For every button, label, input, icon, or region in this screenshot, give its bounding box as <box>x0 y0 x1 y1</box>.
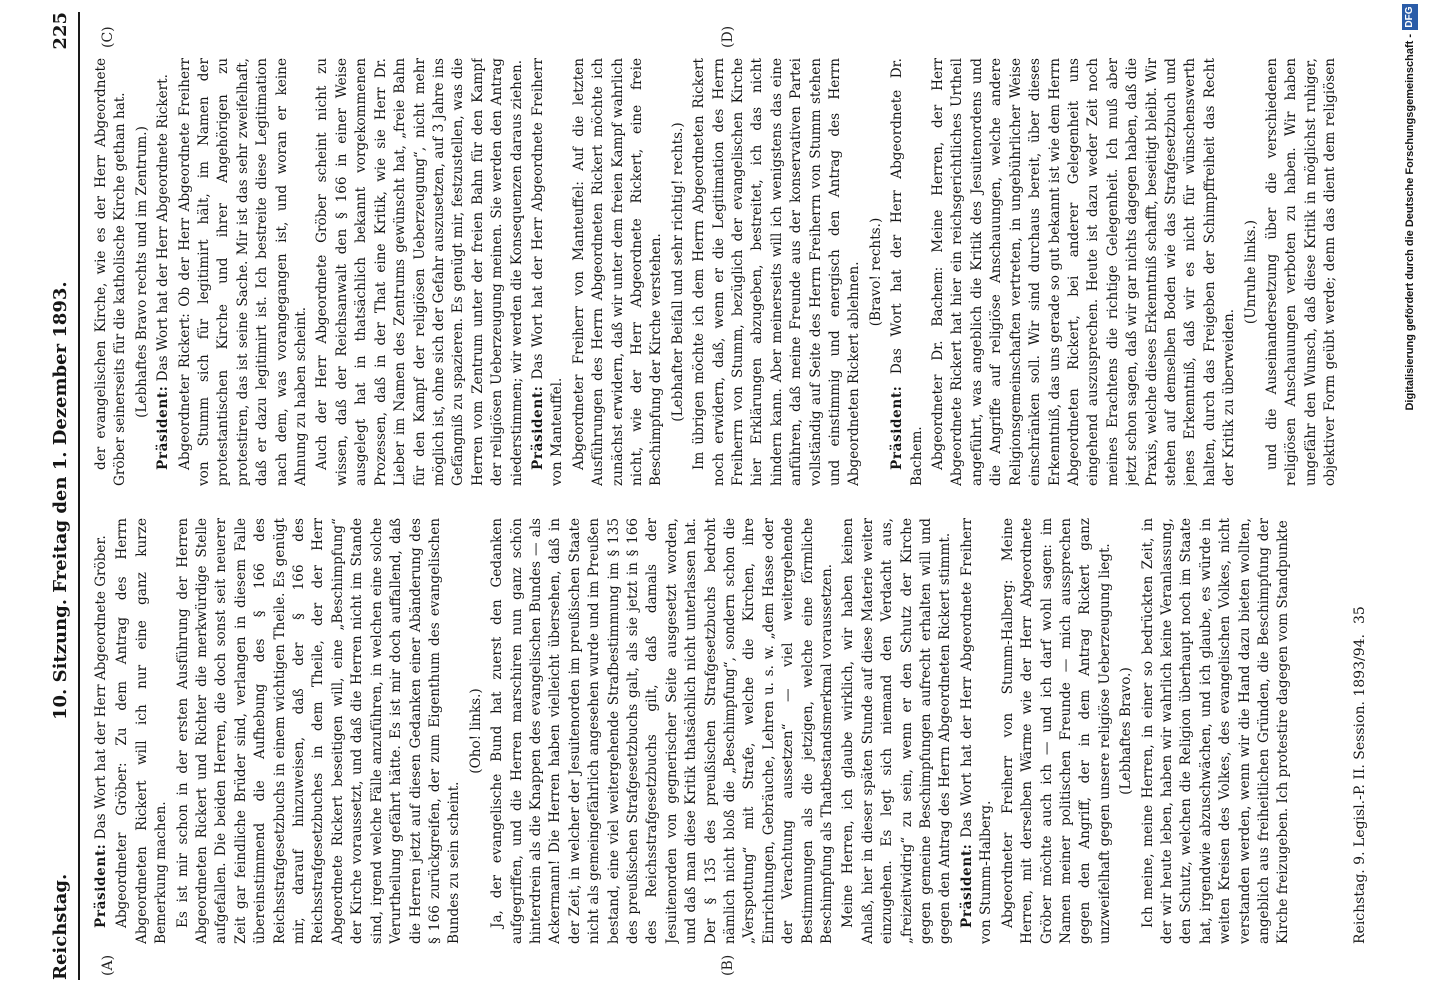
paragraph-text: Abgeordneter Rickert: Ob der Herr Abgeordnete Freiherr von Stumm sich für legitimirt hält, im Namen der protestantischen Kirche und ihrer Angehörigen zu protestiren, das ist seine Sache. Mir ist das sehr zweifelhaft, daß er dazu legitimirt ist. Ich bestreite diese Legitimation nach dem, was vorangegangen ist, und woran er keine Ahnung zu haben scheint. <box>176 58 310 486</box>
paragraph-text: Abgeordneter Freiherr von Manteuffel: Auf die letzten Ausführungen des Herrn Abgeordneten Rickert möchte ich zunächst erwidern, daß wir unter dem freien Kampf wahrlich nicht, wie der Herr Abgeordnete Rickert, eine freie Beschimpfung der Kirche verstehen. <box>570 58 665 486</box>
margin-marker-a: (A) <box>100 954 116 976</box>
paragraph <box>176 58 312 486</box>
paragraph-text: Auch der Herr Abgeordnete Gröber scheint nicht zu wissen, daß der Reichsanwalt den § 166 in einer Weise ausgelegt hat in thatsächlich bekannt vorgekommenen Prozessen, daß in der That eine Kritik, wie sie Herr Dr. Lieber im Namen des Zentrums gewünscht hat, „freie Bahn für den Kampf der religiösen Ueberzeugung“, nicht mehr möglich ist, ohne sich der Gefahr auszusetzen, auf 3 Jahre ins Gefängniß zu spazieren. Es genügt mir, festzustellen, was die Herren vom Zentrum unter der freien Bahn für den Kampf der religiösen Ueberzeugung meinen. Sie werden den Antrag niederstimmen; wir werden die Konsequenzen daraus ziehen. <box>314 58 525 486</box>
paragraph <box>1263 58 1342 486</box>
paragraph <box>174 518 465 944</box>
paragraph-text: Im übrigen möchte ich dem Herrn Abgeordneten Rickert noch erwidern, daß, wenn er die Legitimation des Herrn Freiherrn von Stumm, bezüglich der evangelischen Kirche hier Erklärungen abzugeben, bestreitet, ich das nicht hindern kann. Aber meinerseits will ich wenigstens das eine anführen, daß meine Freunde aus der konservativen Partei vollständig auf Seite des Herrn Freiherrn von Stumm stehen und einstimmig und energisch den Antrag des Herrn Abgeordneten Rickert ablehnen. <box>691 58 863 486</box>
header-center: 10. Sitzung. Freitag den 1. Dezember 1893. <box>50 281 71 720</box>
paragraph-text: Das Wort hat der Herr Abgeordnete Gröber. <box>93 535 109 840</box>
paragraph-text: Das Wort hat der Herr Abgeordnete Freiherr von Stumm-Halberg. <box>958 518 995 944</box>
paragraph <box>867 58 886 486</box>
margin-marker-d: (D) <box>720 25 736 48</box>
paragraph <box>690 58 865 486</box>
paragraph <box>154 58 173 486</box>
paragraph-text: (Lebhafter Beifall und sehr richtig! rechts.) <box>669 122 686 422</box>
paragraph-text: (Lebhaftes Bravo.) <box>1118 667 1135 795</box>
right-column <box>92 58 1342 486</box>
paragraph <box>1117 518 1136 944</box>
paragraph <box>999 518 1115 944</box>
paragraph <box>488 518 837 944</box>
paragraph-text: Es ist mir schon in der ersten Ausführung der Herren Abgeordneten Rickert und Richter die merkwürdige Stelle aufgefallen. Die beiden Herren, die doch sonst seit neuerer Zeit gar feindliche Brüder sind, verlangen in diesem Falle übereinstimmend die Aufhebung des § 166 des Reichsstrafgesetzbuchs in einem wichtigen Theile. Es genügt mir, darauf hinzuweisen, daß der § 166 des Reichsstrafgesetzbuches in dem Theile, der der Herr Abgeordnete Rickert beseitigen will, eine „Beschimpfung“ der Kirche voraussetzt, und daß die Herren nicht im Stande sind, irgend welche Fälle anzuführen, in welchen eine solche Verurtheilung gefährt hätte. Es ist mir doch auffallend, daß die Herren jetzt auf diesen Gedanken einer Abänderung des § 166 zurückgreifen, der zum Eigenthum des evangelischen Bundes zu sein scheint. <box>174 518 463 944</box>
paragraph <box>888 58 927 486</box>
paragraph <box>467 518 486 944</box>
speaker-label: Präsident: <box>958 843 975 928</box>
paragraph-text: (Bravo! rechts.) <box>867 217 884 327</box>
dfg-logo: DFG <box>1402 4 1418 30</box>
paragraph <box>839 518 955 944</box>
paragraph <box>133 58 152 486</box>
paragraph-text: der evangelischen Kirche, wie es der Herr Abgeordnete Gröber seinerseits für die katholische Kirche gethan hat. <box>93 58 129 486</box>
paragraph <box>929 58 1240 486</box>
paragraph-text: Das Wort hat der Herr Abgeordnete Freiherr von Manteuffel. <box>529 58 566 486</box>
paragraph <box>113 518 171 944</box>
digitization-credit <box>1400 0 1422 1000</box>
paragraph <box>958 518 997 944</box>
running-header <box>44 12 80 980</box>
paragraph-text: Ja, der evangelische Bund hat zuerst den Gedanken aufgegriffen, und die Herren marschiren nun ganz schön hinterdrein als die Knappen des evangelischen Bundes — als Ackermann! Die Herren haben vielleicht übersehen, daß in der Zeit, in welcher der Jesuitenorden im preußischen Staate nicht als gemeingefährlich angesehen wurde und im Preußen bestand, eine viel weitergehende Strafbestimmung im § 135 des preußischen Strafgesetzbuchs galt, als sie jetzt in § 166 des Reichsstrafgesetzbuchs gilt, daß damals der Jesuitenorden von gegnerischer Seite ausgesetzt worden, und daß man diese Kritik thatsächlich nicht unterlassen hat. Der § 135 des preußischen Strafgesetzbuchs bedroht nämlich nicht bloß die „Beschimpfung“, sondern schon die „Verspottung“ mit Strafe, welche die Kirchen, ihre Einrichtungen, Gebräuche, Lehren u. s. w. „dem Hasse oder der Verachtung aussetzen“ — viel weitergehende Bestimmungen als die jetzigen, welche eine förmliche Beschimpfung als Thatbestandsmerkmal voraussetzen. <box>489 518 836 944</box>
margin-marker-c: (C) <box>100 26 116 48</box>
paragraph <box>529 58 568 486</box>
paragraph <box>669 58 688 486</box>
paragraph-text: Ich meine, meine Herren, in einer so bedrückten Zeit, in der wir heute leben, haben wir wahrlich keine Veranlassung, den Schutz, welchen die Religion überhaupt noch im Staate hat, irgendwie abzuschwächen, und ich glaube, es würde in weiten Kreisen des Volkes, des evangelischen Volkes, nicht verstanden werden, wenn wir die Hand dazu bieten wollten, angeblich aus freiheitlichen Gründen, die Beschimpfung der Kirche freizugeben. Ich protestire dagegen vom Standpunkte <box>1139 518 1292 944</box>
paragraph-text: Abgeordneter Dr. Bachem: Meine Herren, der Herr Abgeordnete Rickert hat hier ein reichsgerichtliches Urtheil angeführt, was angeblich die Kritik des Jesuitenordens und die Angriffe auf religiöse Anschauungen, welche andere Religionsgemeinschaften vertreten, in ungebührlicher Weise einschränken soll. Wir sind durchaus bereit, über dieses Erkenntniß, das uns gerade so gut bekannt ist wie dem Herrn Abgeordneten Rickert, bei anderer Gelegenheit uns eingehend auszusprechen. Heute ist dazu weder Zeit noch meines Erachtens die richtige Gelegenheit. Ich muß aber jetzt schon sagen, daß wir gar nichts dagegen haben, daß die Praxis, welche dieses Erkenntniß schafft, beseitigt bleibt. Wir stehen auf demselben Boden wie das Strafgesetzbuch und jenes Erkenntniß, daß wir es nicht für wünschenswerth halten, durch das Freigeben der Schimpffreiheit das Recht der Kritik zu überweiden. <box>930 58 1238 486</box>
paragraph <box>92 58 131 486</box>
paragraph <box>1139 518 1294 944</box>
page-number: 225 <box>50 12 71 50</box>
speaker-label: Präsident: <box>529 385 546 470</box>
paragraph-text: und die Auseinandersetzung über die verschiedenen religiösen Anschauungen verboten zu haben. Wir haben ungefähr den Wunsch, daß diese Kritik in möglichst ruhiger, objektiver Form geübt werde; denn das dient dem religiösen <box>1263 58 1339 486</box>
paragraph-text: Das Wort hat der Herr Abgeordnete Dr. Bachem. <box>889 58 925 486</box>
dfg-note: Digitalisierung gefördert durch die Deutsche Forschungsgemeinschaft - <box>1404 34 1416 411</box>
footer-session: Reichstag. 9. Legisl.-P. II. Session. 1893/94. <box>1352 634 1368 944</box>
paragraph-text: (Unruhe links.) <box>1242 219 1259 325</box>
paragraph <box>1242 58 1261 486</box>
speaker-label: Präsident: <box>93 843 109 928</box>
paragraph-text: Abgeordneter Freiherr von Stumm-Halberg: Meine Herren, mit derselben Wärme wie der Herr Abgeordnete Gröber möchte auch ich — und ich darf wohl sagen: im Namen meiner politischen Freunde — mich aussprechen gegen den Angriff, der in dem Antrag Rickert ganz unzweifelhaft gegen unsere religiöse Ueberzeugung liegt. <box>999 518 1113 944</box>
page-footer <box>1352 58 1382 944</box>
speaker-label: Präsident: <box>155 385 172 470</box>
paragraph-text: (Lebhaftes Bravo rechts und im Zentrum.) <box>133 126 150 418</box>
margin-marker-b: (B) <box>720 954 736 976</box>
left-column <box>92 518 1342 944</box>
paragraph <box>92 518 111 944</box>
paragraph-text: Das Wort hat der Herr Abgeordnete Rickert. <box>155 74 172 382</box>
paragraph-text: Meine Herren, ich glaube wirklich, wir haben keinen Anlaß, hier in dieser späten Stunde auf diese Materie weiter einzugehen. Es legt sich niemand den Verdacht aus, „freizeitwidrig“ zu sein, wenn er den Schutz der Kirche gegen gemeine Beschimpfungen aufrecht erhalten will und gegen den Antrag des Herrn Abgeordneten Rickert stimmt. <box>840 518 954 944</box>
paragraph <box>570 58 667 486</box>
footer-signature: 35 <box>1352 606 1368 624</box>
header-left: Reichstag. <box>50 873 71 980</box>
paragraph-text: (Oho! links.) <box>467 688 484 774</box>
paragraph-text: Abgeordneter Gröber: Zu dem Antrag des Herrn Abgeordneten Rickert will ich nur eine ganz kurze Bemerkung machen. <box>114 518 170 944</box>
paragraph <box>313 58 526 486</box>
speaker-label: Präsident: <box>889 385 906 470</box>
